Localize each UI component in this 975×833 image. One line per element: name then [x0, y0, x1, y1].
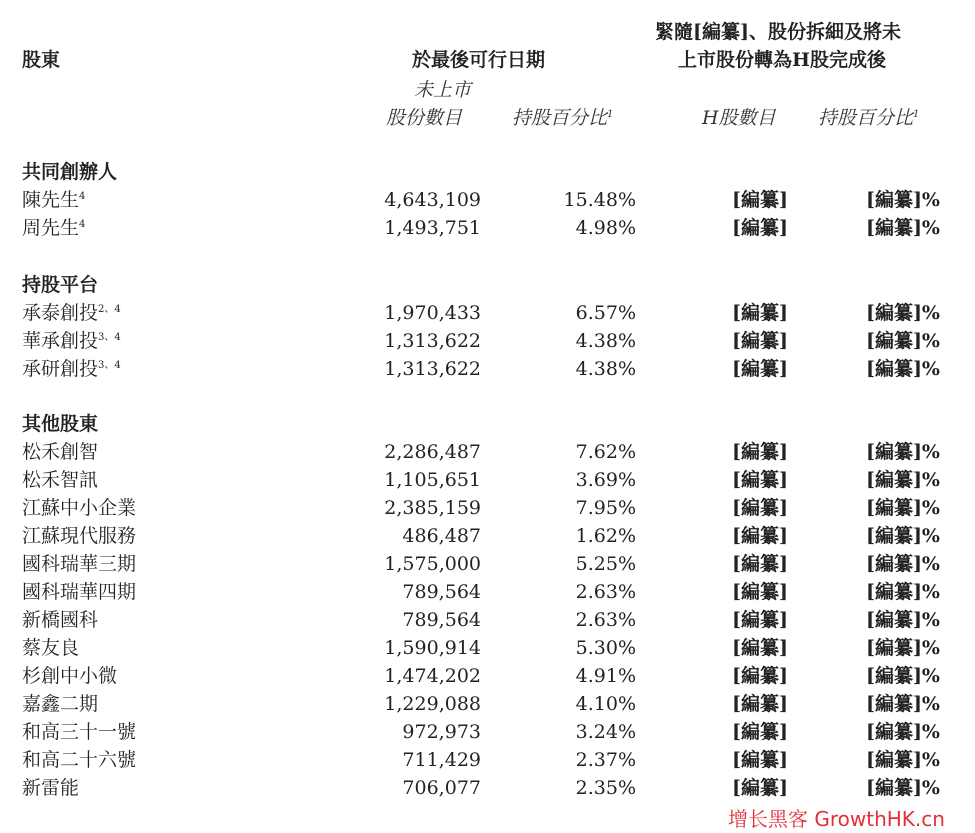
h-shareholding-pct: [編纂]%	[865, 777, 940, 799]
h-shares-count: [編纂]	[732, 441, 788, 463]
shares-count: 711,429	[402, 749, 481, 771]
h-shares-count: [編纂]	[732, 665, 788, 687]
shareholder-name: 松禾智訊	[22, 469, 99, 491]
shareholder-name: 嘉鑫二期	[22, 693, 99, 715]
shareholder-name: 華承創投$^{3、4}$	[22, 330, 121, 352]
h-shareholding-pct: [編纂]%	[865, 441, 940, 463]
h-shares-count: [編纂]	[732, 469, 788, 491]
subheader-pct: 持股百分比$^1$	[512, 107, 614, 129]
header-after-completion-line1: 緊隨[編纂]、股份拆細及將未	[655, 21, 901, 43]
table-row	[0, 690, 975, 718]
section-heading	[0, 271, 975, 299]
shares-count: 1,970,433	[384, 302, 481, 324]
h-shareholding-pct: [編纂]%	[865, 553, 940, 575]
shareholder-name: 江蘇中小企業	[22, 497, 137, 519]
h-shares-count: [編纂]	[732, 189, 788, 211]
subheader-unlisted: 未上市	[414, 79, 472, 101]
shares-count: 1,313,622	[384, 330, 481, 352]
subheader-pct2: 持股百分比$^1$	[818, 107, 920, 129]
shareholder-name: 新雷能	[22, 777, 80, 799]
h-shareholding-pct: [編纂]%	[865, 217, 940, 239]
h-shareholding-pct: [編纂]%	[865, 665, 940, 687]
shareholder-name: 和高三十一號	[22, 721, 137, 743]
table-row	[0, 214, 975, 242]
h-shareholding-pct: [編纂]%	[865, 637, 940, 659]
shareholder-name: 杉創中小微	[22, 665, 118, 687]
h-shareholding-pct: [編纂]%	[865, 189, 940, 211]
subheader-shares: 股份數目	[386, 107, 463, 129]
shares-count: 1,229,088	[384, 693, 481, 715]
h-shareholding-pct: [編纂]%	[865, 693, 940, 715]
section-title: 共同創辦人	[22, 161, 118, 183]
shareholding-pct: 2.63%	[575, 581, 636, 603]
shareholding-pct: 1.62%	[575, 525, 636, 547]
footnote-ref: 3、4	[98, 332, 121, 343]
shareholder-name: 江蘇現代服務	[22, 525, 137, 547]
shareholder-name: 松禾創智	[22, 441, 99, 463]
h-shareholding-pct: [編纂]%	[865, 525, 940, 547]
shares-count: 1,590,914	[384, 637, 481, 659]
header-as-of-latest-date: 於最後可行日期	[412, 49, 546, 71]
shareholding-pct: 5.30%	[575, 637, 636, 659]
shareholder-name: 國科瑞華三期	[22, 553, 137, 575]
table-row	[0, 662, 975, 690]
footnote-ref: 3、4	[98, 360, 121, 371]
table-row	[0, 718, 975, 746]
h-shares-count: [編纂]	[732, 777, 788, 799]
h-shareholding-pct: [編纂]%	[865, 609, 940, 631]
table-row	[0, 299, 975, 327]
section-title: 其他股東	[22, 413, 99, 435]
footnote-ref: 4	[79, 219, 86, 230]
table-row	[0, 327, 975, 355]
section-heading	[0, 158, 975, 186]
table-row	[0, 550, 975, 578]
shareholder-name: 周先生$^4$	[22, 217, 86, 239]
shareholding-pct: 4.91%	[575, 665, 636, 687]
shares-count: 1,105,651	[384, 469, 481, 491]
h-shares-count: [編纂]	[732, 637, 788, 659]
shares-count: 1,575,000	[384, 553, 481, 575]
table-row	[0, 466, 975, 494]
h-shares-count: [編纂]	[732, 525, 788, 547]
h-shares-count: [編纂]	[732, 693, 788, 715]
table-row	[0, 578, 975, 606]
shareholding-pct: 2.63%	[575, 609, 636, 631]
shareholding-pct: 2.37%	[575, 749, 636, 771]
h-shares-count: [編纂]	[732, 609, 788, 631]
shareholding-pct: 3.24%	[575, 721, 636, 743]
shareholder-name: 承研創投$^{3、4}$	[22, 358, 121, 380]
shares-count: 4,643,109	[384, 189, 481, 211]
shares-count: 789,564	[402, 609, 481, 631]
shares-count: 706,077	[402, 777, 481, 799]
h-shares-count: [編纂]	[732, 330, 788, 352]
shares-count: 1,474,202	[384, 665, 481, 687]
shares-count: 2,286,487	[384, 441, 481, 463]
shareholding-pct: 7.95%	[575, 497, 636, 519]
section-heading	[0, 410, 975, 438]
table-row	[0, 186, 975, 214]
h-shares-count: [編纂]	[732, 581, 788, 603]
shareholder-name: 新橋國科	[22, 609, 99, 631]
shares-count: 486,487	[402, 525, 481, 547]
shareholder-name: 國科瑞華四期	[22, 581, 137, 603]
h-shares-count: [編纂]	[732, 497, 788, 519]
h-shareholding-pct: [編纂]%	[865, 581, 940, 603]
h-shares-count: [編纂]	[732, 358, 788, 380]
table-row	[0, 355, 975, 383]
shareholder-name: 和高二十六號	[22, 749, 137, 771]
shareholding-pct: 7.62%	[575, 441, 636, 463]
shareholder-name: 陳先生$^4$	[22, 189, 86, 211]
h-shareholding-pct: [編纂]%	[865, 497, 940, 519]
shareholding-pct: 2.35%	[575, 777, 636, 799]
shareholder-name: 蔡友良	[22, 637, 80, 659]
table-row	[0, 494, 975, 522]
h-shareholding-pct: [編纂]%	[865, 749, 940, 771]
header-shareholder: 股東	[22, 49, 61, 71]
shares-count: 789,564	[402, 581, 481, 603]
h-shares-count: [編纂]	[732, 217, 788, 239]
watermark: 增长黑客 GrowthHK.cn	[728, 807, 945, 831]
h-shareholding-pct: [編纂]%	[865, 358, 940, 380]
shares-count: 1,313,622	[384, 358, 481, 380]
table-row	[0, 438, 975, 466]
h-shareholding-pct: [編纂]%	[865, 469, 940, 491]
table-row	[0, 522, 975, 550]
subheader-h-shares: H股數目	[702, 107, 776, 129]
shareholding-pct: 4.38%	[575, 330, 636, 352]
shareholding-pct: 4.10%	[575, 693, 636, 715]
shareholding-pct: 4.38%	[575, 358, 636, 380]
shareholding-pct: 3.69%	[575, 469, 636, 491]
shareholder-name: 承泰創投$^{2、4}$	[22, 302, 121, 324]
table-row	[0, 606, 975, 634]
header-after-completion-line2: 上市股份轉為H股完成後	[678, 49, 886, 71]
h-shares-count: [編纂]	[732, 721, 788, 743]
h-shares-count: [編纂]	[732, 302, 788, 324]
shareholding-pct: 5.25%	[575, 553, 636, 575]
shares-count: 972,973	[402, 721, 481, 743]
shareholding-pct: 15.48%	[563, 189, 636, 211]
table-row	[0, 774, 975, 802]
section-title: 持股平台	[22, 274, 99, 296]
table-row	[0, 746, 975, 774]
h-shareholding-pct: [編纂]%	[865, 330, 940, 352]
shares-count: 2,385,159	[384, 497, 481, 519]
table-row	[0, 634, 975, 662]
footnote-ref: 2、4	[98, 304, 121, 315]
footnote-ref: 4	[79, 191, 86, 202]
h-shares-count: [編纂]	[732, 553, 788, 575]
h-shareholding-pct: [編纂]%	[865, 721, 940, 743]
shareholding-pct: 6.57%	[575, 302, 636, 324]
shares-count: 1,493,751	[384, 217, 481, 239]
h-shares-count: [編纂]	[732, 749, 788, 771]
shareholding-pct: 4.98%	[575, 217, 636, 239]
h-shareholding-pct: [編纂]%	[865, 302, 940, 324]
